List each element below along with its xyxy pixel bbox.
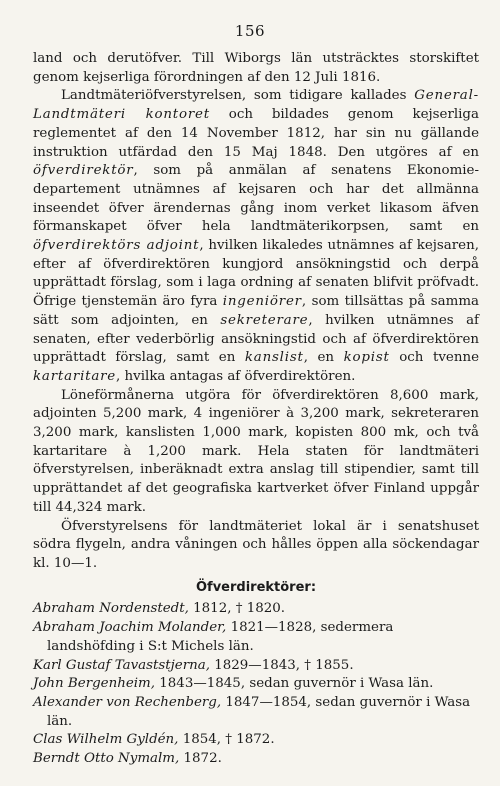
paragraph <box>33 387 479 518</box>
director-name: Alexander von Rechenberg, <box>33 694 222 710</box>
director-name: Berndt Otto Nymalm, <box>33 751 180 767</box>
text-run: , som tillsättas på samma sätt som adjointen, en <box>33 294 480 328</box>
emphasized-term: öfverdirektörs adjoint <box>33 238 200 254</box>
director-entry <box>33 600 479 619</box>
director-entry <box>33 675 479 694</box>
text-run: Landtmäteriöfverstyrelsen, som tidigare kallades <box>61 88 415 104</box>
text-run: Öfverstyrelsens för landtmäteriet lokal är i senatshuset södra flygeln, andra våningen och hålles öppen alla söckendagar kl. 10—1. <box>33 518 479 571</box>
emphasized-term: sekreterare <box>220 312 309 328</box>
director-entry <box>33 619 479 656</box>
director-detail: 1872. <box>179 751 222 767</box>
text-run: , hvilken utnämnes af senaten, efter vederbörlig ansökningstid och af öfverdirektören upprättadt förslag, samt en <box>33 312 480 366</box>
text-run: , hvilka antagas af öfverdirektören. <box>116 368 356 384</box>
text-run: , en <box>303 350 344 366</box>
director-name: Abraham Joachim Molander, <box>33 620 227 636</box>
body-text <box>33 50 479 769</box>
text-run: och bildades genom kejserliga reglementet af den 14 November 1812, har sin nu gällande instruktion utfärdad den 15 Maj 1848. Den utgöres af en <box>33 107 479 160</box>
emphasized-term: kartaritare <box>33 368 117 384</box>
paragraphs <box>33 50 479 574</box>
director-entry <box>33 731 479 750</box>
text-run: Löneförmånerna utgöra för öfverdirektören 8,600 mark, adjointen 5,200 mark, 4 ingeniörer à 3,200 mark, sekreteraren 3,200 mark, kanslisten 1,000 mark, kopisten 800 mk, och två kartaritare à 1,200 mark. Hela staten för landtmäteri öfverstyrelsen, inberäknadt extra anslag till stipendier, samt till upprättandet af det geografiska kartverket öfver Finland uppgår till 44,324 mark. <box>33 387 479 515</box>
director-detail: 1821—1828, sedermera landshöfding i S:t Michels län. <box>47 620 394 654</box>
emphasized-term: öfverdirektör <box>33 163 134 179</box>
emphasized-term: General-Landtmäteri kontoret <box>33 88 479 123</box>
text-run: och tvenne <box>389 350 479 366</box>
director-name: John Bergenheim, <box>33 676 156 692</box>
page-number: 156 <box>234 22 266 40</box>
director-entry <box>33 694 479 731</box>
text-run: , som på anmälan af senatens Ekonomie-departement utnämnes af kejsaren och har det allmänna inseendet öfver ärendernas gång inom verket likasom äfven förmanskapet öfver hela landtmäterikorpsen, samt en <box>33 163 479 235</box>
director-name: Karl Gustaf Tavaststjerna, <box>33 657 210 673</box>
director-name: Abraham Nordenstedt, <box>33 601 189 617</box>
director-entry <box>33 750 479 769</box>
emphasized-term: ingeniörer <box>222 294 302 310</box>
paragraph <box>33 50 479 87</box>
directors-list <box>33 600 479 768</box>
director-detail: 1847—1854, sedan guvernör i Wasa län. <box>47 694 471 729</box>
director-detail: 1854, † 1872. <box>178 732 275 748</box>
list-heading: Öfverdirektörer: <box>195 579 317 595</box>
text-run: land och derutöfver. Till Wiborgs län utsträcktes storskiftet genom kejserliga förordningen af den 12 Juli 1816. <box>33 51 479 85</box>
emphasized-term: kanslist <box>244 350 304 366</box>
emphasized-term: kopist <box>343 350 390 366</box>
director-detail: 1843—1845, sedan guvernör i Wasa län. <box>155 676 434 692</box>
text-run: , hvilken likaledes utnämnes af kejsaren, efter af öfverdirektören kungjord ansökningstid och derpå upprättadt förslag, som i laga ordning af senaten blifvit pröfvadt. Öfrige tjenstemän äro fyra <box>33 238 479 310</box>
director-entry <box>33 657 479 676</box>
director-name: Clas Wilhelm Gyldén, <box>33 732 179 748</box>
paragraph <box>33 518 479 574</box>
director-detail: 1812, † 1820. <box>188 601 286 617</box>
director-detail: 1829—1843, † 1855. <box>209 657 354 673</box>
paragraph <box>33 87 479 386</box>
